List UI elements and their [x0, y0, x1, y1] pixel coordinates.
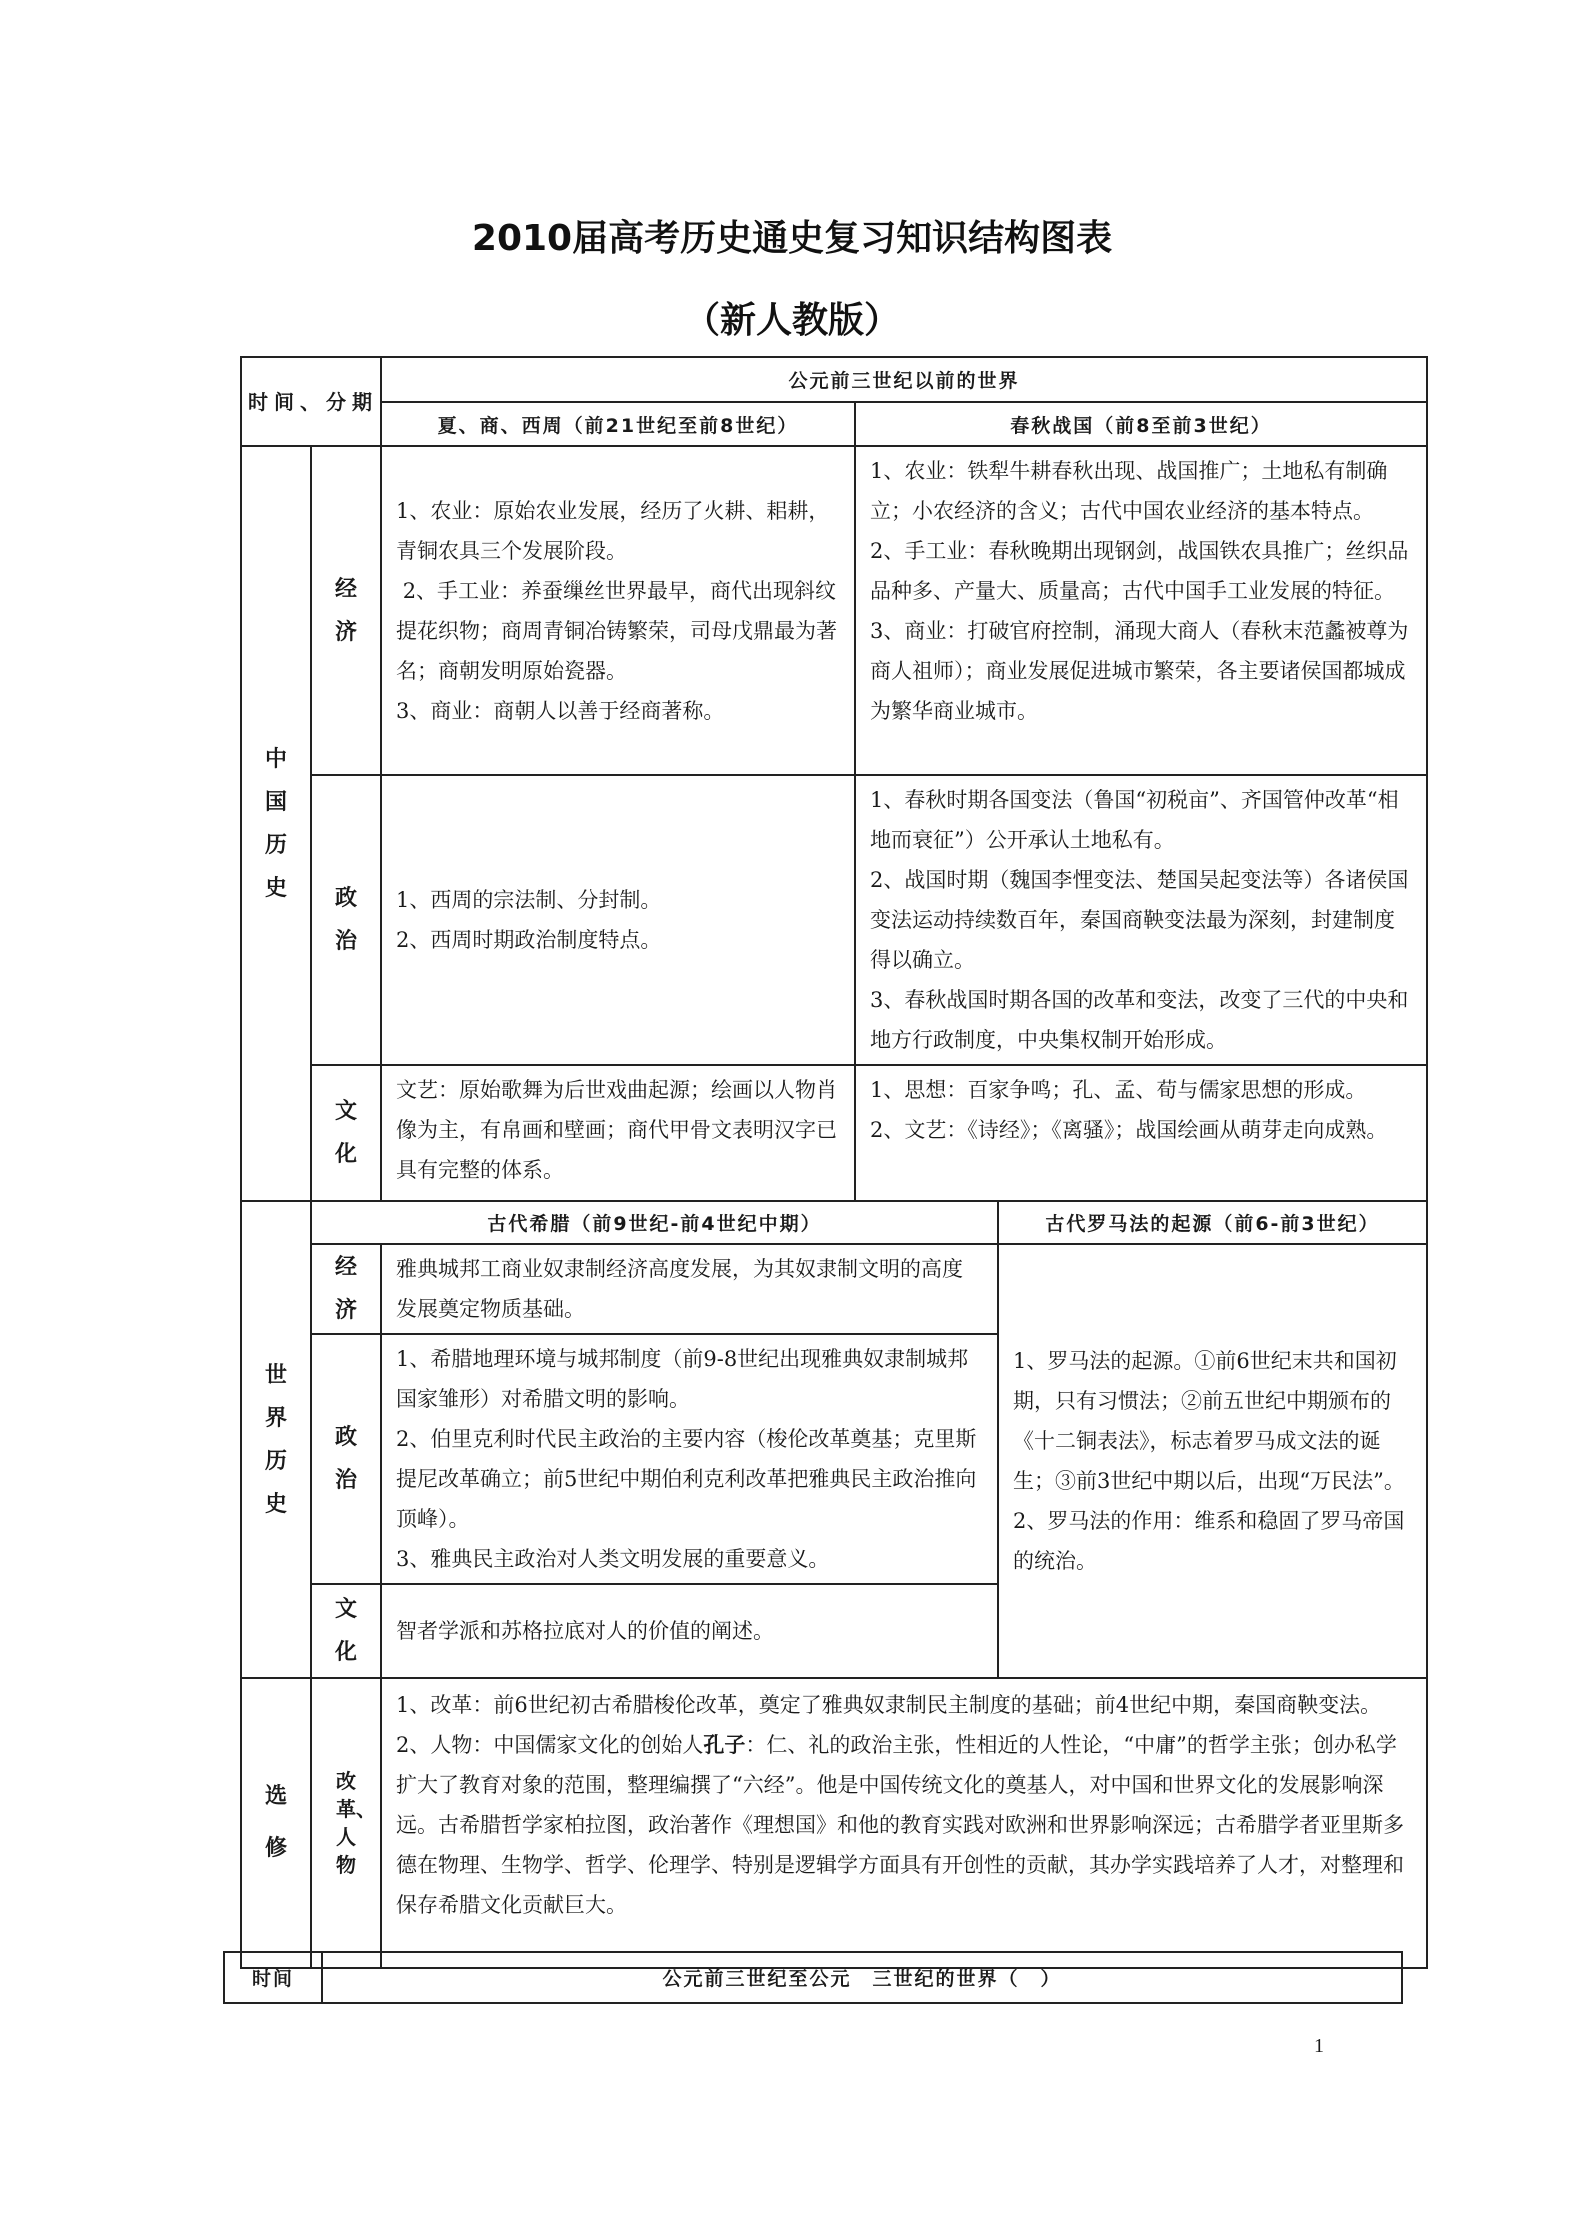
text-line: 2、罗马法的作用：维系和稳固了罗马帝国的统治。	[1013, 1509, 1405, 1573]
text-line: 2、文艺：《诗经》；《离骚》；战国绘画从萌芽走向成熟。	[870, 1118, 1388, 1142]
china-culture-label	[311, 1065, 381, 1201]
greece-header: 古代希腊（前9世纪-前4世纪中期）	[311, 1201, 998, 1244]
text-line: 文艺：原始歌舞为后世戏曲起源；绘画以人物肖像为主，有帛画和壁画；商代甲骨文表明汉字已具有完整的体系。	[396, 1078, 837, 1182]
china-culture-xia-shang-zhou	[381, 1065, 855, 1201]
time-period-label-text: 时间、分期	[248, 389, 374, 414]
period-header-xia-shang-zhou: 夏、商、西周（前21世纪至前8世纪）	[381, 402, 855, 446]
china-economy-label	[311, 446, 381, 775]
china-culture-label-text: 文化	[335, 1099, 358, 1167]
time-period-label	[241, 357, 381, 446]
text-line: 1、思想：百家争鸣；孔、孟、荀与儒家思想的形成。	[870, 1078, 1367, 1102]
rome-header: 古代罗马法的起源（前6-前3世纪）	[998, 1201, 1427, 1244]
china-culture-spring-autumn	[855, 1065, 1427, 1201]
next-era-header: 公元前三世纪至公元 三世纪的世界（ ）	[322, 1952, 1402, 2003]
world-culture-label-text: 文化	[335, 1597, 358, 1665]
greece-politics	[381, 1334, 998, 1584]
text-line: 1、春秋时期各国变法（鲁国“初税亩”、齐国管仲改革“相地而衰征”）公开承认土地私有。	[870, 788, 1399, 852]
document-subtitle: （新人教版）	[683, 300, 900, 341]
world-politics-label-text: 政治	[335, 1425, 358, 1493]
greece-economy	[381, 1244, 998, 1334]
text-line	[396, 1725, 1412, 1925]
text-line: 1、希腊地理环境与城邦制度（前9-8世纪出现雅典奴隶制城邦国家雏形）对希腊文明的影响。	[396, 1347, 969, 1411]
elective-label	[241, 1678, 311, 1968]
greece-culture	[381, 1584, 998, 1678]
reform-figures-label-text: 改革、人物	[336, 1769, 376, 1877]
elective-content	[381, 1678, 1427, 1968]
world-politics-label	[311, 1334, 381, 1584]
text-line: 1、罗马法的起源。①前6世纪末共和国初期，只有习惯法；②前五世纪中期颁布的《十二铜表法》，标志着罗马成文法的诞生；③前3世纪中期以后，出现“万民法”。	[1013, 1349, 1405, 1493]
next-period-table	[223, 1951, 1403, 2004]
china-politics-label	[311, 775, 381, 1065]
text-line: 3、春秋战国时期各国的改革和变法，改变了三代的中央和地方行政制度，中央集权制开始形成。	[870, 988, 1409, 1052]
text-line: 1、西周的宗法制、分封制。	[396, 888, 662, 912]
china-politics-label-text: 政治	[335, 886, 358, 954]
china-politics-spring-autumn	[855, 775, 1427, 1065]
text-line: 1、改革：前6世纪初古希腊梭伦改革，奠定了雅典奴隶制民主制度的基础；前4世纪中期，秦国商鞅变法。	[396, 1693, 1382, 1717]
period-header-spring-autumn: 春秋战国（前8至前3世纪）	[855, 402, 1427, 446]
text-line: 2、战国时期（魏国李悝变法、楚国吴起变法等）各诸侯国变法运动持续数百年，秦国商鞅变法最为深刻，封建制度得以确立。	[870, 868, 1409, 972]
elective-label-text: 选修	[265, 1784, 288, 1861]
text-fragment: 2、人物：中国儒家文化的创始人	[396, 1733, 704, 1757]
china-economy-spring-autumn	[855, 446, 1427, 775]
world-history-label-text: 世界历史	[265, 1362, 288, 1517]
text-line: 2、伯里克利时代民主政治的主要内容（梭伦改革奠基；克里斯提尼改革确立；前5世纪中期伯利克利改革把雅典民主政治推向顶峰）。	[396, 1427, 977, 1531]
text-line: 1、农业：原始农业发展，经历了火耕、耜耕，青铜农具三个发展阶段。	[396, 498, 830, 563]
text-line: 3、雅典民主政治对人类文明发展的重要意义。	[396, 1547, 830, 1571]
text-line: 智者学派和苏格拉底对人的价值的阐述。	[396, 1619, 774, 1643]
china-economy-label-text: 经济	[335, 576, 358, 645]
text-line: 2、西周时期政治制度特点。	[396, 928, 662, 952]
text-line: 1、农业：铁犁牛耕春秋出现、战国推广；土地私有制确立；小农经济的含义；古代中国农业经济的基本特点。	[870, 459, 1388, 523]
china-economy-xia-shang-zhou	[381, 446, 855, 775]
rome-law-origin	[998, 1244, 1427, 1678]
document-title: 2010届高考历史通史复习知识结构图表	[471, 218, 1113, 259]
confucius-name: 孔子	[703, 1732, 746, 1757]
text-line: 2、手工业：养蚕缫丝世界最早，商代出现斜纹提花织物；商周青铜冶铸繁荣，司母戊鼎最为著名；商朝发明原始瓷器。	[396, 578, 837, 683]
china-history-label	[241, 446, 311, 1201]
text-line: 3、商业：商朝人以善于经商著称。	[396, 698, 725, 723]
reform-figures-label	[311, 1678, 381, 1968]
text-line: 雅典城邦工商业奴隶制经济高度发展，为其奴隶制文明的高度发展奠定物质基础。	[396, 1257, 963, 1321]
world-history-label	[241, 1201, 311, 1678]
next-time-label: 时间	[224, 1952, 322, 2003]
world-economy-label	[311, 1244, 381, 1334]
world-economy-label-text: 经济	[335, 1255, 358, 1323]
china-politics-xia-shang-zhou	[381, 775, 855, 1065]
text-fragment: ：仁、礼的政治主张，性相近的人性论，“中庸”的哲学主张；创办私学扩大了教育对象的范围，整理编撰了“六经”。他是中国传统文化的奠基人，对中国和世界文化的发展影响深远。古希腊哲学家柏拉图，政治著作《理想国》和他的教育实践对欧洲和世界影响深远；古希腊学者亚里斯多德在物理、生物学、哲学、伦理学、特别是逻辑学方面具有开创性的贡献，其办学实践培养了人才，对整理和保存希腊文化贡献巨大。	[396, 1733, 1404, 1917]
page-number: 1	[1314, 2035, 1324, 2057]
text-line: 3、商业：打破官府控制，涌现大商人（春秋末范蠡被尊为商人祖师）；商业发展促进城市繁荣，各主要诸侯国都城成为繁华商业城市。	[870, 619, 1409, 723]
era-header: 公元前三世纪以前的世界	[381, 357, 1427, 402]
world-culture-label	[311, 1584, 381, 1678]
text-line: 2、手工业：春秋晚期出现钢剑，战国铁农具推广；丝织品品种多、产量大、质量高；古代中国手工业发展的特征。	[870, 539, 1409, 603]
knowledge-table	[240, 356, 1428, 1969]
china-history-label-text: 中国历史	[265, 746, 288, 901]
